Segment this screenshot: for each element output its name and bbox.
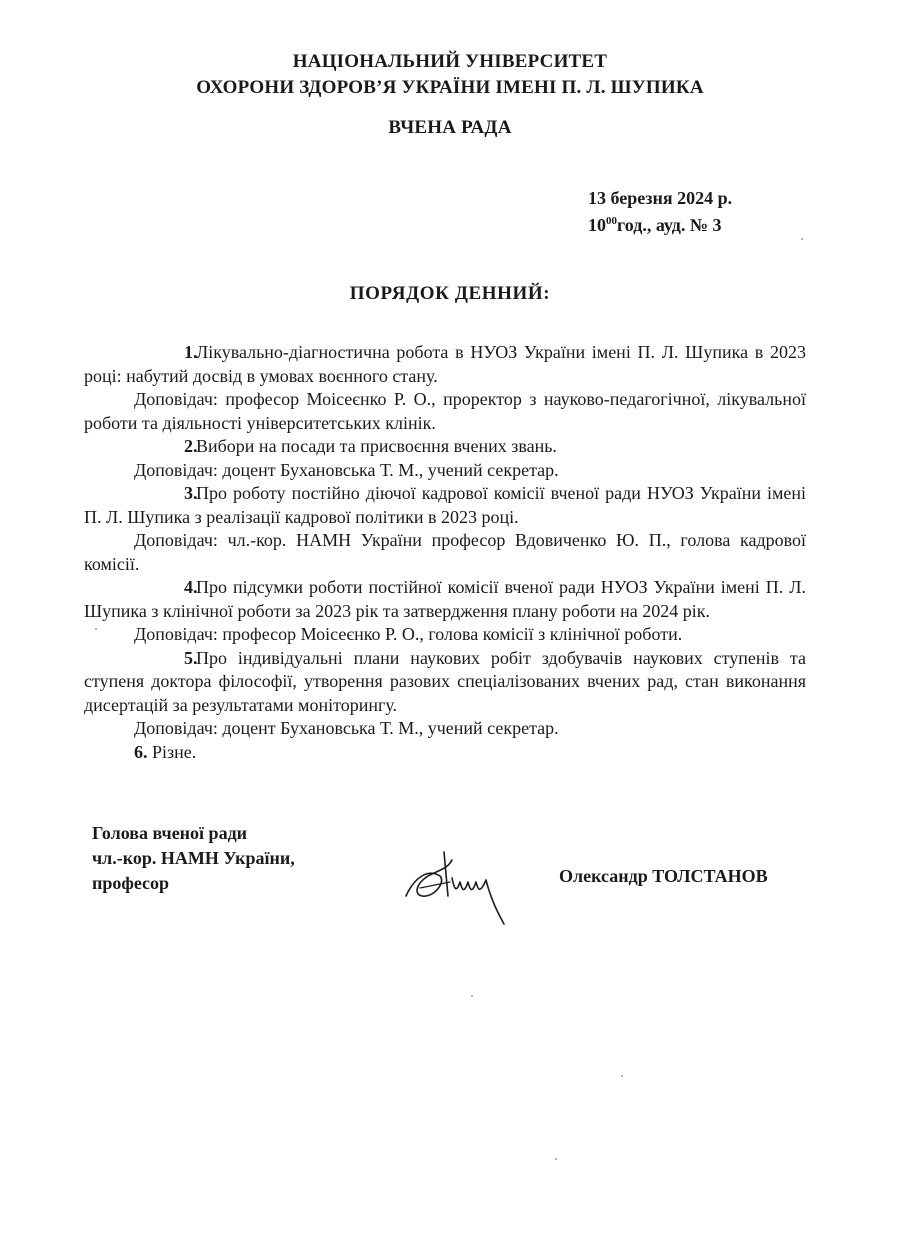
agenda-item-topic: 1.Лікувально-діагностична робота в НУОЗ України імені П. Л. Шупика в 2023 році: набутий досвід в умовах воєнного стану. (84, 342, 806, 386)
agenda-item-number: 5. (184, 647, 198, 668)
agenda-item-speaker: Доповідач: доцент Бухановська Т. М., учений секретар. (134, 459, 559, 480)
agenda-item-number: 2. (184, 436, 198, 456)
agenda-list (84, 341, 806, 764)
agenda-item-number: 3. (184, 483, 198, 503)
meeting-details (588, 187, 732, 237)
scan-speck (621, 1075, 623, 1077)
agenda-item-speaker: Доповідач: доцент Бухановська Т. М., учений секретар. (134, 718, 559, 738)
agenda-item-topic: 2.Вибори на посади та присвоєння вчених звань. (84, 435, 806, 459)
signer-title: Голова вченої ради чл.-кор. НАМН України, професор (92, 823, 295, 893)
agenda-item-speaker: Доповідач: чл.-кор. НАМН України професор Вдовиченко Ю. П., голова кадрової комісії. (84, 530, 806, 574)
agenda-item-speaker: Доповідач: професор Моісеєнко Р. О., голова комісії з клінічної роботи. (134, 624, 683, 644)
agenda-item-number: 6. (134, 741, 148, 762)
org-name-line1: НАЦІОНАЛЬНИЙ УНІВЕРСИТЕТ (292, 51, 608, 72)
agenda-title: ПОРЯДОК ДЕННИЙ: (349, 283, 551, 304)
agenda-item-other: 6. Різне. (134, 741, 197, 762)
agenda-item-speaker: Доповідач: професор Моісеєнко Р. О., проректор з науково-педагогічної, лікувальної роботи та діяльності університетських клінік. (84, 389, 806, 433)
agenda-item-number: 4. (184, 577, 198, 597)
meeting-time-place (588, 210, 732, 237)
org-name-line2: ОХОРОНИ ЗДОРОВ’Я УКРАЇНИ ІМЕНІ П. Л. ШУПИКА (196, 77, 704, 98)
meeting-date: 13 березня 2024 р. (588, 188, 733, 208)
agenda-item-topic: 3.Про роботу постійно діючої кадрової комісії вченої ради НУОЗ України імені П. Л. Шупика з реалізації кадрової політики в 2023 році. (84, 483, 806, 527)
agenda-item-topic: 5.Про індивідуальні плани наукових робіт здобувачів наукових ступенів та ступеня доктора філософії, утворення разових спеціалізованих вчених рад, стан виконання дисертацій за результатами моніторингу. (84, 647, 806, 715)
scan-speck (801, 238, 803, 240)
signer-name: Олександр ТОЛСТАНОВ (559, 866, 768, 886)
meeting-hour: 10 (588, 215, 606, 235)
scan-speck (555, 1158, 557, 1160)
council-title: ВЧЕНА РАДА (388, 117, 512, 138)
handwritten-signature (400, 838, 510, 928)
meeting-place: год., ауд. № 3 (617, 215, 722, 235)
agenda-item-topic: 4.Про підсумки роботи постійної комісії вченої ради НУОЗ України імені П. Л. Шупика з клінічної роботи за 2023 рік та затвердження плану роботи на 2024 рік. (84, 577, 806, 621)
scan-speck (471, 995, 473, 997)
agenda-item-number: 1. (184, 342, 198, 362)
meeting-hour-minutes: 00 (606, 215, 617, 227)
scan-speck (95, 628, 97, 630)
